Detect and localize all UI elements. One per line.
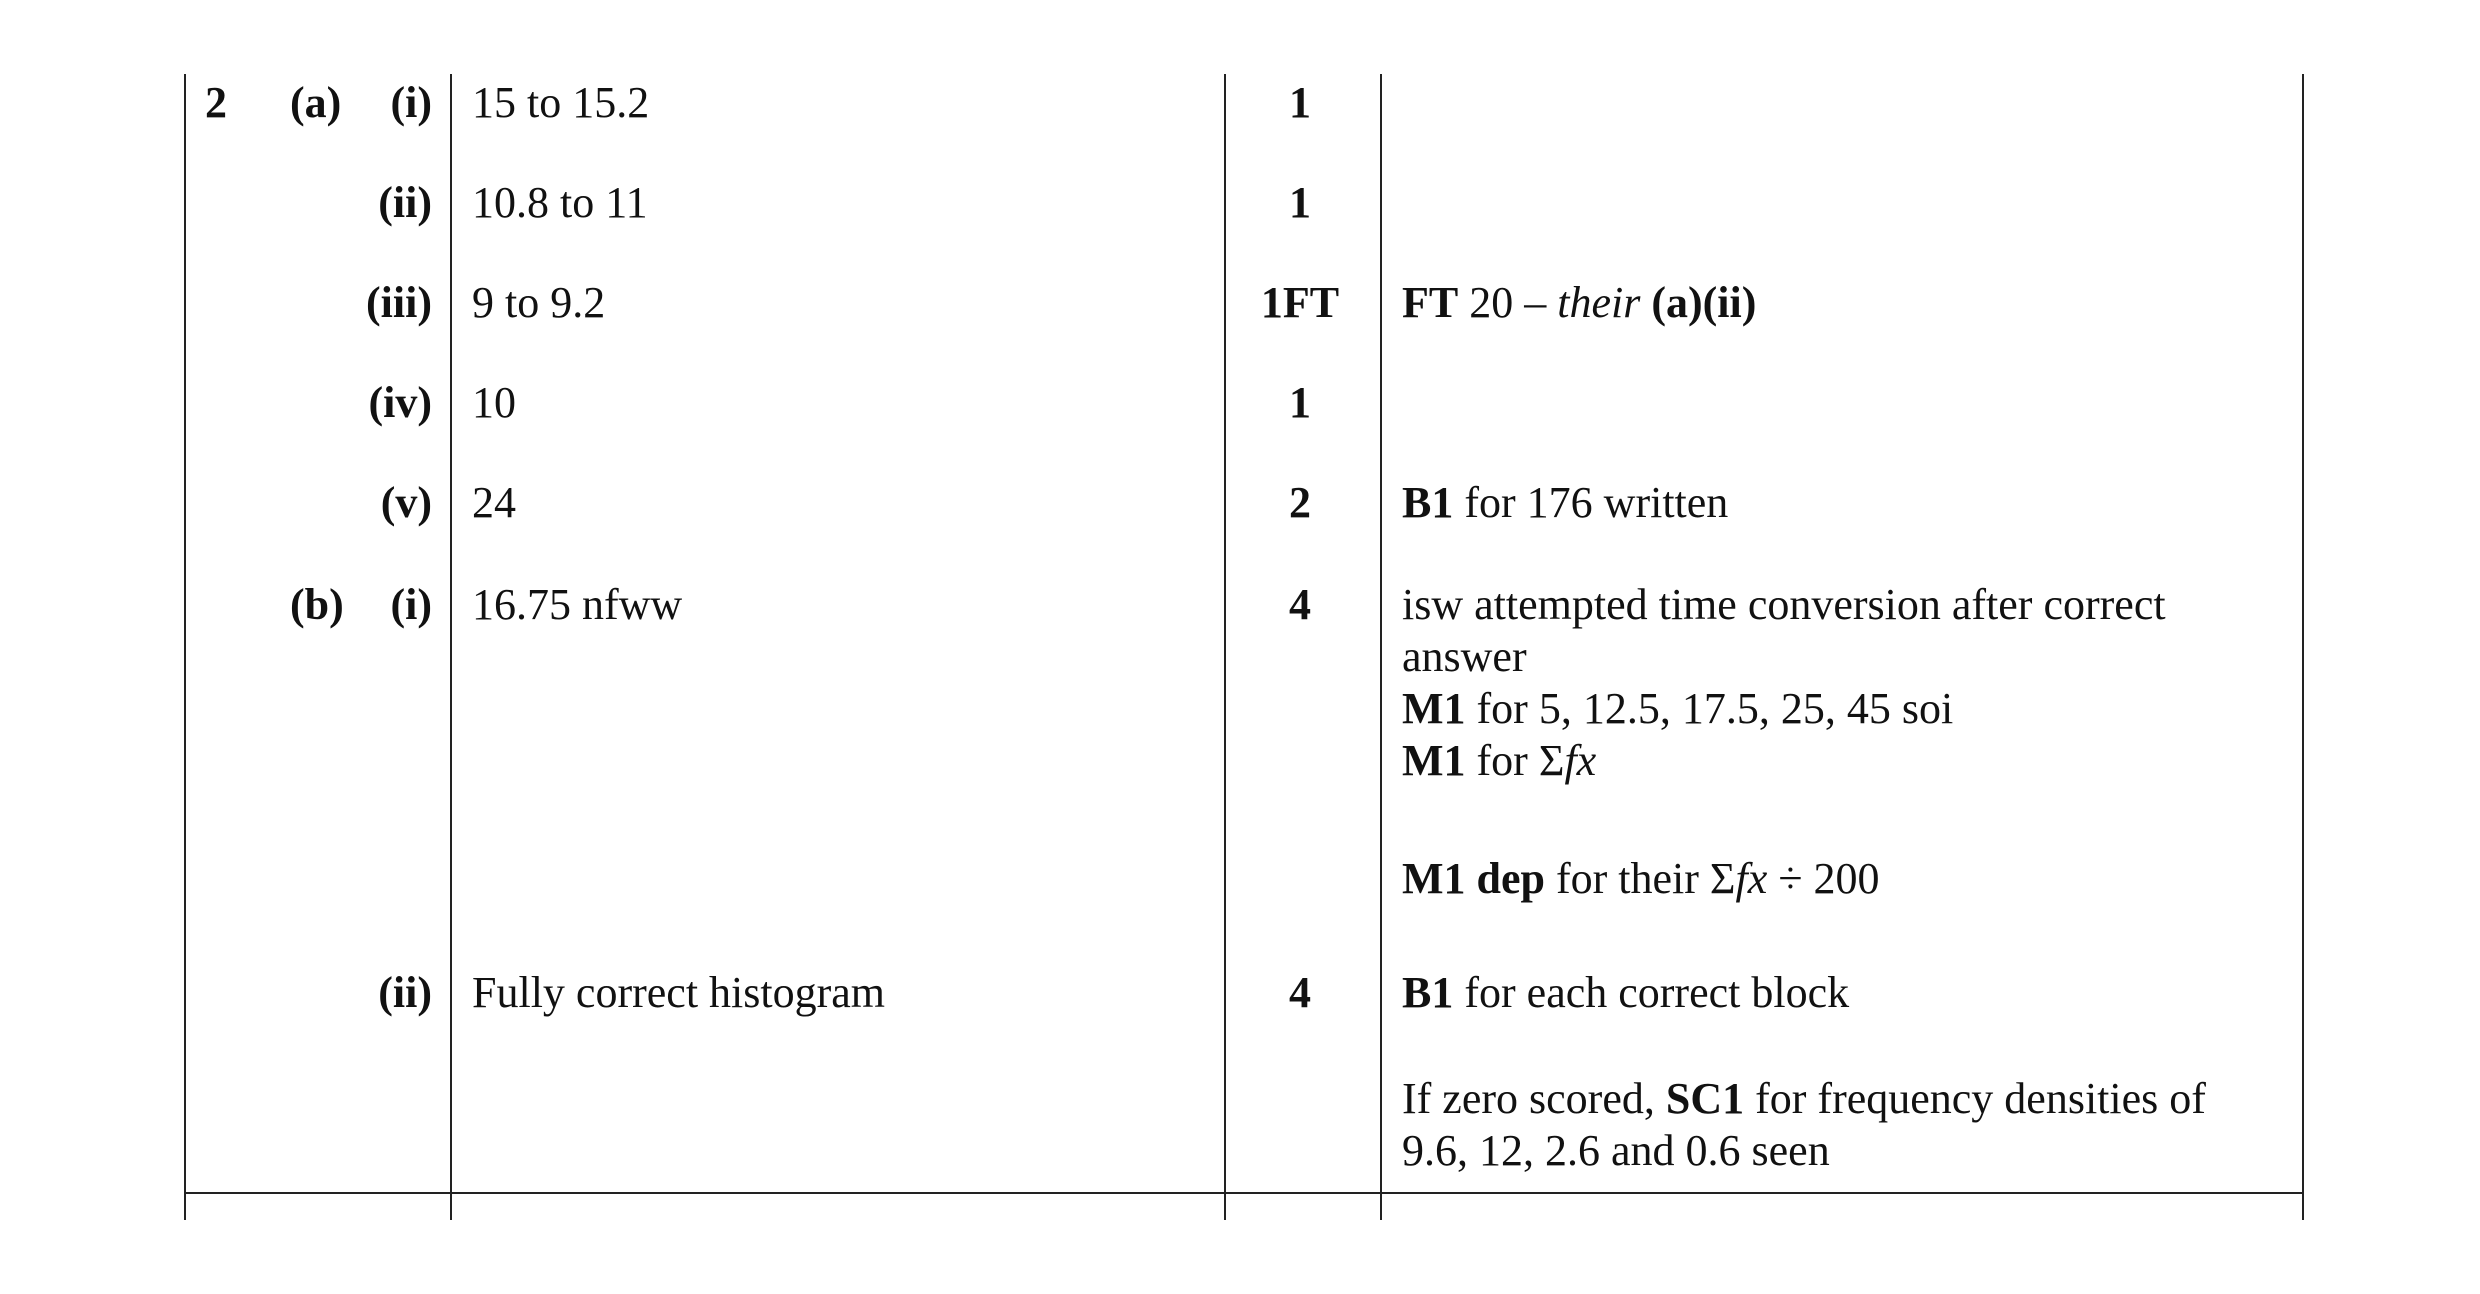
marks-cell: 1FT: [1260, 278, 1340, 327]
subpart-label: (iii): [366, 278, 432, 327]
fx-italic: fx: [1735, 854, 1768, 903]
sc1-label: SC1: [1665, 1074, 1745, 1123]
answer-cell: 16.75 nfww: [472, 580, 683, 629]
guidance-text: If zero scored,: [1402, 1074, 1666, 1123]
guidance-text: 20 –: [1458, 278, 1558, 327]
guidance-text: for 176 written: [1453, 478, 1729, 527]
marks-cell: 1: [1289, 78, 1311, 127]
part-label: (b): [290, 580, 344, 629]
subpart-label: (i): [390, 580, 432, 629]
guidance-text: for Σ: [1465, 736, 1565, 785]
their-italic: their: [1557, 278, 1641, 327]
table-border-right: [2302, 74, 2304, 1220]
subpart-label: (v): [380, 478, 432, 527]
guidance-cell: [1402, 277, 1756, 329]
answer-cell: 9 to 9.2: [472, 278, 606, 327]
marks-cell: 1: [1289, 178, 1311, 227]
guidance-text: for their Σ: [1545, 854, 1736, 903]
guidance-text: for 5, 12.5, 17.5, 25, 45 soi: [1465, 684, 1954, 733]
m1-label: M1: [1402, 684, 1466, 733]
answer-cell: 15 to 15.2: [472, 78, 650, 127]
subpart-label: (ii): [378, 178, 432, 227]
table-row-bottom-border: [184, 1192, 2304, 1194]
answer-cell: Fully correct histogram: [472, 968, 886, 1017]
marks-cell: 4: [1289, 580, 1311, 629]
guidance-line: [1402, 735, 1596, 787]
answer-cell: 24: [472, 478, 516, 527]
guidance-line: [1402, 683, 1953, 735]
b1-label: B1: [1402, 968, 1454, 1017]
m1-dep-label: M1 dep: [1402, 854, 1545, 903]
marks-cell: 4: [1289, 968, 1311, 1017]
guidance-ref: (a)(ii): [1640, 278, 1757, 327]
table-divider-guidance: [1380, 74, 1382, 1220]
marks-cell: 1: [1289, 378, 1311, 427]
answer-cell: 10.8 to 11: [472, 178, 648, 227]
question-number: 2: [205, 78, 227, 127]
m1-label: M1: [1402, 736, 1466, 785]
b1-label: B1: [1402, 478, 1454, 527]
guidance-line: isw attempted time conversion after correct: [1402, 580, 2166, 629]
subpart-label: (iv): [368, 378, 432, 427]
fx-italic: fx: [1564, 736, 1597, 785]
ft-label: FT: [1402, 278, 1459, 327]
guidance-line: answer: [1402, 632, 1527, 681]
guidance-line: [1402, 1073, 2206, 1125]
guidance-text: for frequency densities of: [1744, 1074, 2206, 1123]
guidance-text: ÷ 200: [1767, 854, 1880, 903]
table-divider-marks: [1224, 74, 1226, 1220]
subpart-label: (i): [390, 78, 432, 127]
subpart-label: (ii): [378, 968, 432, 1017]
guidance-line: [1402, 853, 1879, 905]
table-border-left: [184, 74, 186, 1220]
guidance-text: for each correct block: [1453, 968, 1850, 1017]
answer-cell: 10: [472, 378, 516, 427]
guidance-line: 9.6, 12, 2.6 and 0.6 seen: [1402, 1126, 1830, 1175]
table-divider-answer: [450, 74, 452, 1220]
part-label: (a): [290, 78, 342, 127]
guidance-cell: [1402, 477, 1728, 529]
marks-cell: 2: [1289, 478, 1311, 527]
guidance-line: [1402, 967, 1849, 1019]
